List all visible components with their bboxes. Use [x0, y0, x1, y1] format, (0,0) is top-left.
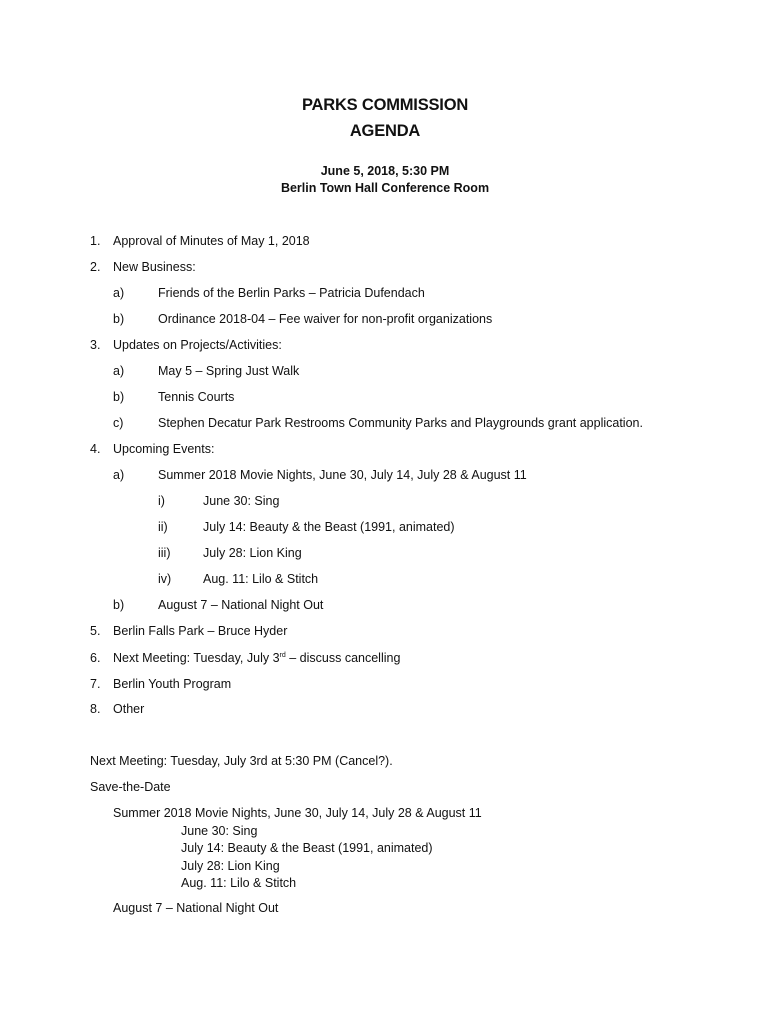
sub-item-marker: b) — [113, 598, 125, 612]
sub-item-text: Summer 2018 Movie Nights, June 30, July 14, July 28 & August 11 — [158, 468, 527, 482]
roman-item-text: June 30: Sing — [203, 494, 280, 508]
agenda-item-text: Updates on Projects/Activities: — [113, 338, 282, 352]
sub-item-text: Stephen Decatur Park Restrooms Community Parks and Playgrounds grant application. — [158, 416, 643, 430]
agenda-item-text: Berlin Falls Park – Bruce Hyder — [113, 624, 288, 638]
sub-item-marker: b) — [113, 390, 125, 404]
agenda-item-text: Other — [113, 702, 145, 716]
item-number: 1. — [90, 234, 101, 248]
movie-line: July 28: Lion King — [181, 859, 280, 873]
item-number: 6. — [90, 651, 101, 665]
item-number: 3. — [90, 338, 101, 352]
ordinal-suffix: rd — [279, 652, 286, 659]
next-meeting-note: Next Meeting: Tuesday, July 3rd at 5:30 PM (Cancel?). — [90, 754, 393, 768]
sub-item-text: May 5 – Spring Just Walk — [158, 364, 300, 378]
agenda-item-text: Approval of Minutes of May 1, 2018 — [113, 234, 310, 248]
roman-marker: iv) — [158, 572, 172, 586]
page-subtitle: AGENDA — [349, 122, 421, 140]
item-number: 8. — [90, 702, 101, 716]
agenda-item-text: New Business: — [113, 260, 196, 274]
sub-item-marker: a) — [113, 286, 125, 300]
sub-item-marker: a) — [113, 468, 125, 482]
item-number: 5. — [90, 624, 101, 638]
sub-item-text: August 7 – National Night Out — [158, 598, 324, 612]
roman-marker: ii) — [158, 520, 168, 534]
meeting-location: Berlin Town Hall Conference Room — [280, 181, 490, 195]
item-number: 4. — [90, 442, 101, 456]
agenda-item-text: Berlin Youth Program — [113, 677, 232, 691]
agenda-item-text: Upcoming Events: — [113, 442, 215, 456]
roman-item-text: July 28: Lion King — [203, 546, 302, 560]
item-number: 2. — [90, 260, 101, 274]
night-out-line: August 7 – National Night Out — [113, 901, 279, 915]
save-the-date-heading: Save-the-Date — [90, 780, 171, 794]
sub-item-text: Tennis Courts — [158, 390, 235, 404]
next-meeting-note: – discuss cancelling — [285, 651, 401, 665]
agenda-item-text — [113, 650, 400, 666]
sub-item-text: Friends of the Berlin Parks – Patricia Dufendach — [158, 286, 425, 300]
item-number: 7. — [90, 677, 101, 691]
roman-item-text: Aug. 11: Lilo & Stitch — [203, 572, 319, 586]
roman-marker: i) — [158, 494, 165, 508]
sub-item-marker: c) — [113, 416, 124, 430]
movie-nights-line: Summer 2018 Movie Nights, June 30, July 14, July 28 & August 11 — [113, 806, 482, 820]
movie-line: July 14: Beauty & the Beast (1991, animated) — [181, 841, 433, 855]
next-meeting-text: Next Meeting: Tuesday, July 3 — [113, 651, 280, 665]
roman-item-text: July 14: Beauty & the Beast (1991, animated) — [203, 520, 455, 534]
roman-marker: iii) — [158, 546, 171, 560]
sub-item-marker: b) — [113, 312, 125, 326]
movie-line: Aug. 11: Lilo & Stitch — [181, 876, 297, 890]
movie-line: June 30: Sing — [181, 824, 258, 838]
sub-item-marker: a) — [113, 364, 125, 378]
sub-item-text: Ordinance 2018-04 – Fee waiver for non-profit organizations — [158, 312, 493, 326]
page-title: PARKS COMMISSION — [301, 96, 469, 114]
meeting-date: June 5, 2018, 5:30 PM — [320, 164, 450, 178]
